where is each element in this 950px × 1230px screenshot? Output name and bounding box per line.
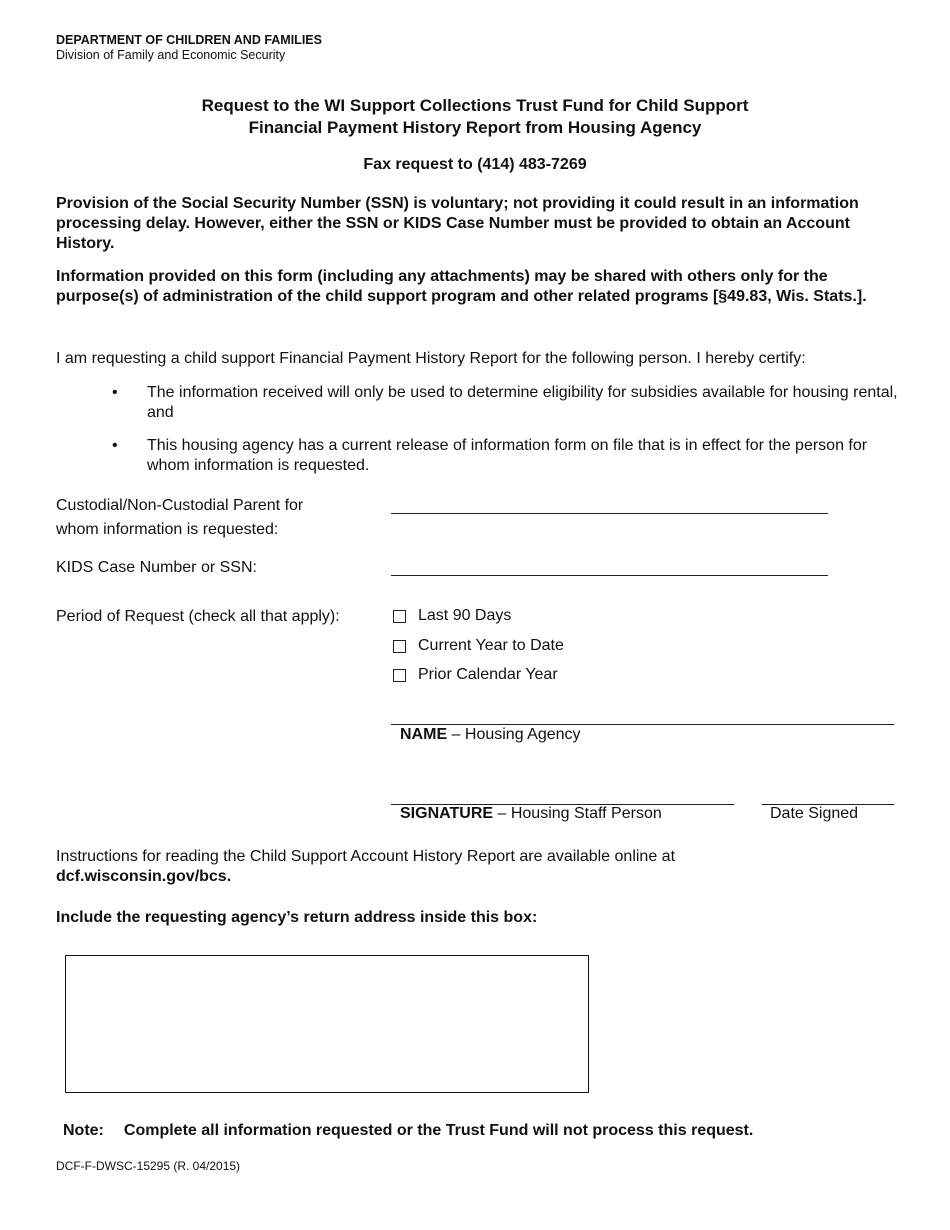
period-option-prior-year[interactable] — [393, 666, 558, 684]
bullet-item — [112, 383, 902, 423]
agency-name-field[interactable] — [391, 724, 894, 725]
parent-label-line-2: whom information is requested: — [56, 521, 279, 538]
bullet-symbol: • — [112, 437, 118, 454]
division-name: Division of Family and Economic Security — [56, 48, 286, 62]
department-name: DEPARTMENT OF CHILDREN AND FAMILIES — [56, 33, 322, 47]
bullet-text: The information received will only be used to determine eligibility for subsidies available for housing rental, and — [147, 384, 898, 421]
date-signed-label: Date Signed — [770, 805, 859, 822]
form-id: DCF-F-DWSC-15295 (R. 04/2015) — [56, 1159, 241, 1173]
sharing-notice: Information provided on this form (including any attachments) may be shared with others only for the purpose(s) of administration of the child support program and other related programs [§49.83, Wis. Stats.]. — [56, 268, 867, 305]
agency-name-label — [400, 726, 581, 744]
case-number-label: KIDS Case Number or SSN: — [56, 559, 257, 576]
period-label: Period of Request (check all that apply): — [56, 608, 340, 625]
form-title-line-2: Financial Payment History Report from Housing Agency — [248, 118, 702, 137]
signature-label-bold: SIGNATURE — [400, 805, 494, 822]
return-address-box[interactable] — [65, 955, 589, 1093]
note — [63, 1122, 753, 1140]
parent-name-field[interactable] — [391, 513, 828, 514]
period-option-last-90-days[interactable] — [393, 607, 511, 625]
signature-label — [400, 805, 662, 823]
note-label: Note: — [63, 1122, 104, 1139]
period-option-label: Prior Calendar Year — [418, 666, 558, 683]
bullet-item — [112, 436, 902, 476]
instructions-link[interactable]: dcf.wisconsin.gov/bcs. — [56, 868, 232, 885]
fax-instruction: Fax request to (414) 483-7269 — [363, 156, 587, 173]
parent-label-line-1: Custodial/Non-Custodial Parent for — [56, 497, 304, 514]
return-address-label: Include the requesting agency’s return address inside this box: — [56, 909, 538, 926]
signature-label-rest: – Housing Staff Person — [493, 805, 662, 822]
name-label-bold: NAME — [400, 726, 448, 743]
period-option-current-year[interactable] — [393, 637, 564, 655]
case-number-field[interactable] — [391, 575, 828, 576]
bullet-text: This housing agency has a current release of information form on file that is in effect for the person for whom information is requested. — [147, 437, 868, 474]
checkbox-icon[interactable] — [393, 640, 406, 653]
name-label-rest: – Housing Agency — [447, 726, 581, 743]
checkbox-icon[interactable] — [393, 669, 406, 682]
bullet-symbol: • — [112, 384, 118, 401]
instructions-text: Instructions for reading the Child Support Account History Report are available online at — [56, 848, 676, 865]
certify-intro: I am requesting a child support Financial Payment History Report for the following person. I hereby certify: — [56, 350, 806, 367]
form-title-line-1: Request to the WI Support Collections Trust Fund for Child Support — [201, 96, 749, 115]
period-option-label: Current Year to Date — [418, 637, 564, 654]
period-option-label: Last 90 Days — [418, 607, 512, 624]
checkbox-icon[interactable] — [393, 610, 406, 623]
note-text: Complete all information requested or the Trust Fund will not process this request. — [123, 1122, 754, 1139]
ssn-notice: Provision of the Social Security Number (SSN) is voluntary; not providing it could result in an information processing delay. However, either the SSN or KIDS Case Number must be provided to obtain an Account History. — [56, 195, 859, 252]
